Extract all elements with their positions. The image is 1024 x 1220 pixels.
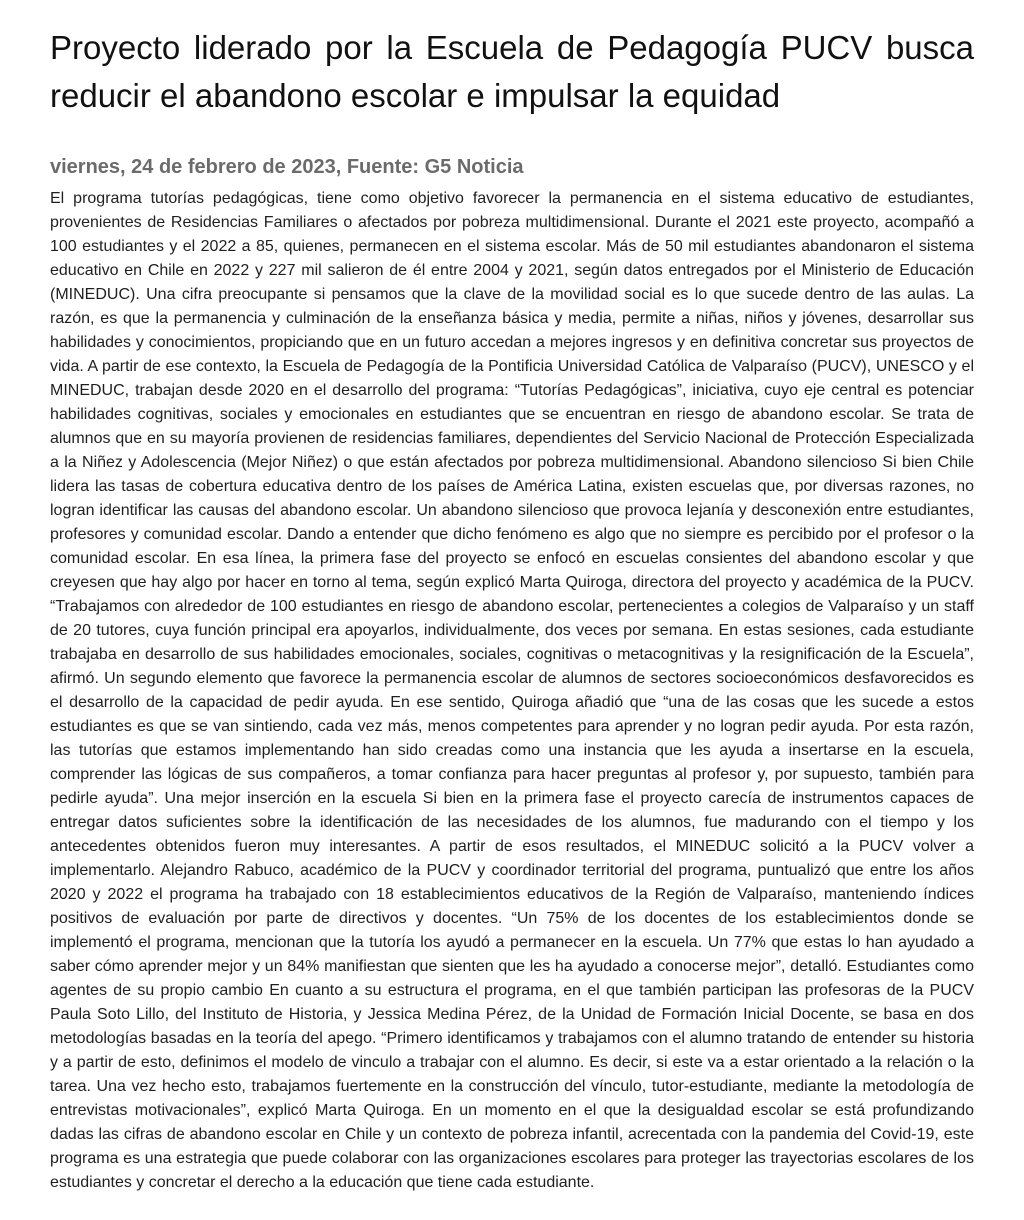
- article-title: Proyecto liderado por la Escuela de Pedagogía PUCV busca reducir el abandono escolar e impulsar la equidad: [50, 29, 974, 114]
- article-date-source: viernes, 24 de febrero de 2023, Fuente: G5 Noticia: [50, 156, 524, 178]
- news-article: [50, 24, 974, 1195]
- article-body: El programa tutorías pedagógicas, tiene como objetivo favorecer la permanencia en el sistema educativo de estudiantes, provenientes de Residencias Familiares o afectados por pobreza multidimensional. Durante el 2021 este proyecto, acompañó a 100 estudiantes y el 2022 a 85, quienes, permanecen en el sistema escolar. Más de 50 mil estudiantes abandonaron el sistema educativo en Chile en 2022 y 227 mil salieron de él entre 2004 y 2021, según datos entregados por el Ministerio de Educación (MINEDUC). Una cifra preocupante si pensamos que la clave de la movilidad social es lo que sucede dentro de las aulas. La razón, es que la permanencia y culminación de la enseñanza básica y media, permite a niñas, niños y jóvenes, desarrollar sus habilidades y conocimientos, propiciando que en un futuro accedan a mejores ingresos y en definitiva concretar sus proyectos de vida. A partir de ese contexto, la Escuela de Pedagogía de la Pontificia Universidad Católica de Valparaíso (PUCV), UNESCO y el MINEDUC, trabajan desde 2020 en el desarrollo del programa: “Tutorías Pedagógicas”, iniciativa, cuyo eje central es potenciar habilidades cognitivas, sociales y emocionales en estudiantes que se encuentran en riesgo de abandono escolar. Se trata de alumnos que en su mayoría provienen de residencias familiares, dependientes del Servicio Nacional de Protección Especializada a la Niñez y Adolescencia (Mejor Niñez) o que están afectados por pobreza multidimensional. Abandono silencioso Si bien Chile lidera las tasas de cobertura educativa dentro de los países de América Latina, existen escuelas que, por diversas razones, no logran identificar las causas del abandono escolar. Un abandono silencioso que provoca lejanía y desconexión entre estudiantes, profesores y comunidad escolar. Dando a entender que dicho fenómeno es algo que no siempre es percibido por el profesor o la comunidad escolar. En esa línea, la primera fase del proyecto se enfocó en escuelas consientes del abandono escolar y que creyesen que hay algo por hacer en torno al tema, según explicó Marta Quiroga, directora del proyecto y académica de la PUCV. “Trabajamos con alrededor de 100 estudiantes en riesgo de abandono escolar, pertenecientes a colegios de Valparaíso y un staff de 20 tutores, cuya función principal era apoyarlos, individualmente, dos veces por semana. En estas sesiones, cada estudiante trabajaba en desarrollo de sus habilidades emocionales, sociales, cognitivas o metacognitivas y la resignificación de la Escuela”, afirmó. Un segundo elemento que favorece la permanencia escolar de alumnos de sectores socioeconómicos desfavorecidos es el desarrollo de la capacidad de pedir ayuda. En ese sentido, Quiroga añadió que “una de las cosas que les sucede a estos estudiantes es que se van sintiendo, cada vez más, menos competentes para aprender y no logran pedir ayuda. Por esta razón, las tutorías que estamos implementando han sido creadas como una instancia que les ayuda a insertarse en la escuela, comprender las lógicas de sus compañeros, a tomar confianza para hacer preguntas al profesor y, por supuesto, también para pedirle ayuda”. Una mejor inserción en la escuela Si bien en la primera fase el proyecto carecía de instrumentos capaces de entregar datos suficientes sobre la identificación de las necesidades de los alumnos, fue madurando con el tiempo y los antecedentes obtenidos fueron muy interesantes. A partir de esos resultados, el MINEDUC solicitó a la PUCV volver a implementarlo. Alejandro Rabuco, académico de la PUCV y coordinador territorial del programa, puntualizó que entre los años 2020 y 2022 el programa ha trabajado con 18 establecimientos educativos de la Región de Valparaíso, manteniendo índices positivos de evaluación por parte de directivos y docentes. “Un 75% de los docentes de los establecimientos donde se implementó el programa, mencionan que la tutoría los ayudó a permanecer en la escuela. Un 77% que estas lo han ayudado a saber cómo aprender mejor y un 84% manifiestan que sienten que les ha ayudado a conocerse mejor”, detalló. Estudiantes como agentes de su propio cambio En cuanto a su estructura el programa, en el que también participan las profesoras de la PUCV Paula Soto Lillo, del Instituto de Historia, y Jessica Medina Pérez, de la Unidad de Formación Inicial Docente, se basa en dos metodologías basadas en la teoría del apego. “Primero identificamos y trabajamos con el alumno tratando de entender su historia y a partir de esto, definimos el modelo de vinculo a trabajar con el alumno. Es decir, si este va a estar orientado a la relación o la tarea. Una vez hecho esto, trabajamos fuertemente en la construcción del vínculo, tutor-estudiante, mediante la metodología de entrevistas motivacionales”, explicó Marta Quiroga. En un momento en el que la desigualdad escolar se está profundizando dadas las cifras de abandono escolar en Chile y un contexto de pobreza infantil, acrecentada con la pandemia del Covid-19, este programa es una estrategia que puede colaborar con las organizaciones escolares para proteger las trayectorias escolares de los estudiantes y concretar el derecho a la educación que tiene cada estudiante.: [50, 190, 974, 1191]
